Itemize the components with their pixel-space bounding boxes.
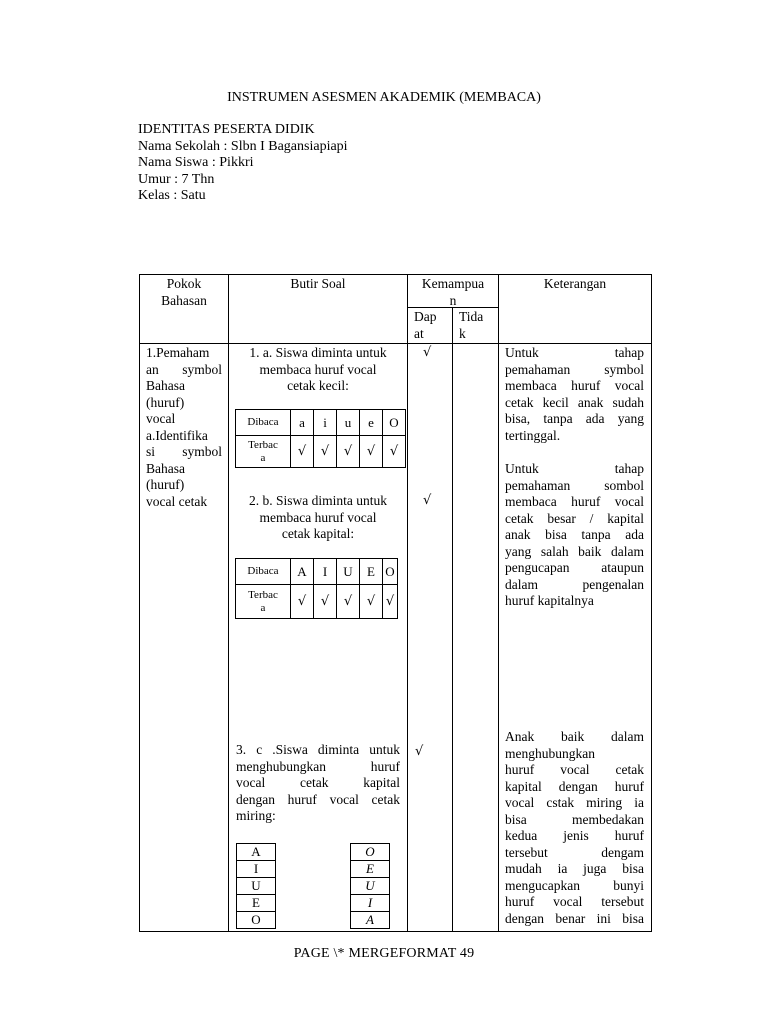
letter-cell: u — [337, 410, 360, 436]
student-class: Kelas : Satu — [138, 188, 206, 203]
q1-dapat-mark: √ — [423, 345, 432, 360]
check-mark: √ — [360, 436, 383, 468]
letter-box: U — [351, 878, 390, 895]
letter-box: U — [237, 878, 276, 895]
row-label-dibaca: Dibaca — [236, 559, 291, 585]
row-label-terbaca: Terbaca — [236, 436, 291, 468]
letter-cell: A — [291, 559, 314, 585]
header-butir-soal: Butir Soal — [290, 276, 346, 291]
letter-box: I — [351, 895, 390, 912]
letter-box: O — [237, 912, 276, 929]
pokok-bahasan-text: 1.Pemaham an symbol Bahasa (huruf) vocal a.Identifika si symbol Bahasa (huruf) vocal cetak — [146, 345, 222, 509]
student-name: Nama Siswa : Pikkri — [138, 155, 254, 170]
check-mark: √ — [360, 585, 383, 619]
check-mark: √ — [314, 585, 337, 619]
header-dapat: Dap at — [414, 309, 437, 341]
uppercase-letter-column — [236, 843, 276, 929]
letter-box: A — [237, 844, 276, 861]
letter-box: E — [237, 895, 276, 912]
header-tidak: Tida k — [459, 309, 484, 341]
letter-cell: a — [291, 410, 314, 436]
check-mark: √ — [337, 436, 360, 468]
row-label-terbaca: Terbaca — [236, 585, 291, 619]
header-kemampuan: Kemampua n — [421, 276, 485, 308]
question-1-text: 1. a. Siswa diminta untuk membaca huruf vocal cetak kecil: — [249, 345, 387, 393]
question-2-table — [235, 558, 398, 619]
letter-box: I — [237, 861, 276, 878]
keterangan-2: Untuk tahap pemahaman sombol membaca huruf vocal cetak besar / kapital anak bisa tanpa ada yang salah baik dalam pengucapan ataupun dalam pengenalan huruf kapitalnya — [505, 461, 644, 608]
student-identity — [138, 122, 348, 205]
letter-cell: e — [360, 410, 383, 436]
letter-cell: i — [314, 410, 337, 436]
check-mark: √ — [383, 585, 398, 619]
question-3-text: 3. c .Siswa diminta untuk menghubungkan huruf vocal cetak kapital dengan huruf vocal cetak miring: — [236, 742, 400, 823]
school-name: Nama Sekolah : Slbn I Bagansiapiapi — [138, 138, 348, 154]
student-age: Umur : 7 Thn — [138, 171, 215, 187]
letter-box: E — [351, 861, 390, 878]
check-mark: √ — [383, 436, 406, 468]
letter-box: A — [351, 912, 390, 929]
q3-dapat-mark: √ — [415, 744, 424, 759]
italic-letter-column — [350, 843, 390, 929]
letter-cell: O — [383, 559, 398, 585]
page-footer: PAGE \* MERGEFORMAT 49 — [293, 946, 475, 961]
identity-heading: IDENTITAS PESERTA DIDIK — [138, 122, 315, 137]
document-title: INSTRUMEN ASESMEN AKADEMIK (MEMBACA) — [227, 90, 541, 105]
letter-box: O — [351, 844, 390, 861]
check-mark: √ — [291, 436, 314, 468]
question-2-text: 2. b. Siswa diminta untuk membaca huruf vocal cetak kapital: — [249, 493, 387, 541]
check-mark: √ — [291, 585, 314, 619]
letter-cell: U — [337, 559, 360, 585]
check-mark: √ — [337, 585, 360, 619]
question-1-table — [235, 409, 406, 468]
keterangan-1: Untuk tahap pemahaman symbol membaca huruf vocal cetak kecil anak sudah bisa, tanpa ada yang tertinggal. — [505, 345, 644, 443]
keterangan-3: Anak baik dalam menghubungkan huruf vocal cetak kapital dengan huruf vocal cstak miring ia bisa membedakan kedua jenis huruf tersebut dengam mudah ia juga bisa mengucapkan bunyi huruf vocal tersebut dengan benar ini bisa — [505, 729, 644, 926]
letter-cell: I — [314, 559, 337, 585]
check-mark: √ — [314, 436, 337, 468]
q2-dapat-mark: √ — [423, 493, 432, 508]
row-label-dibaca: Dibaca — [236, 410, 291, 436]
header-keterangan: Keterangan — [543, 276, 607, 291]
letter-cell: O — [383, 410, 406, 436]
header-pokok-bahasan: Pokok Bahasan — [161, 276, 207, 308]
letter-cell: E — [360, 559, 383, 585]
